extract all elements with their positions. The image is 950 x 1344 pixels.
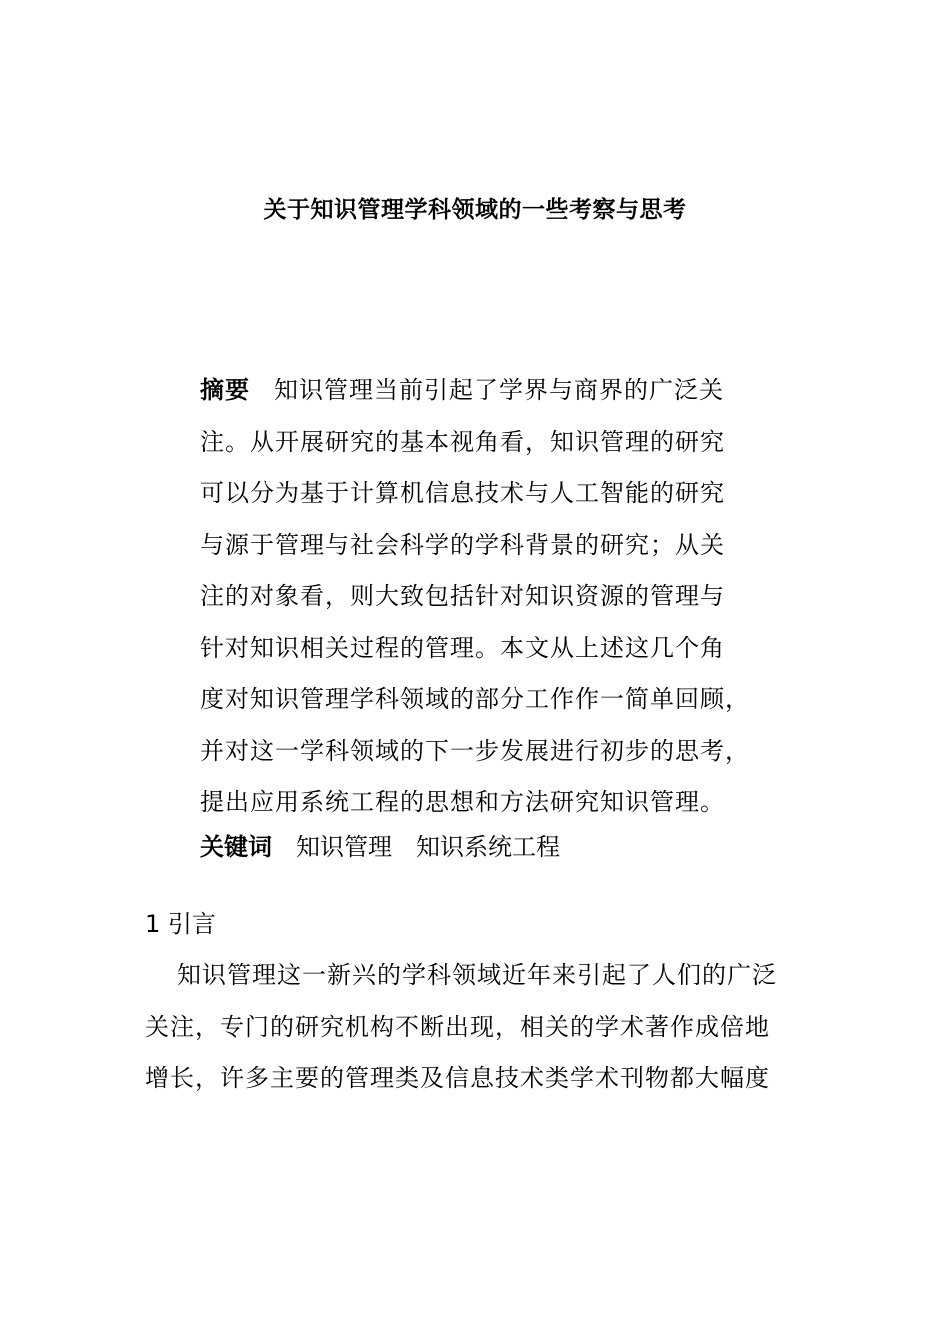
- body-line: 知识管理这一新兴的学科领域近年来引起了人们的广泛: [177, 961, 777, 989]
- abstract-line: 并对这一学科领域的下一步发展进行初步的思考，: [200, 736, 750, 765]
- abstract-line: 注的对象看，则大致包括针对知识资源的管理与: [200, 582, 725, 610]
- abstract-line: 与源于管理与社会科学的学科背景的研究；从关: [200, 530, 725, 559]
- section-body: [145, 950, 805, 1105]
- keywords-label: 关键词: [200, 833, 272, 861]
- abstract-line: 可以分为基于计算机信息技术与人工智能的研究: [200, 479, 725, 507]
- abstract-label: 摘要: [200, 376, 250, 404]
- abstract-text: 知识管理当前引起了学界与商界的广泛关: [274, 376, 724, 404]
- abstract-line: 提出应用系统工程的思想和方法研究知识管理。: [200, 788, 725, 816]
- abstract-line: [200, 365, 760, 417]
- abstract-line: 注。从开展研究的基本视角看，知识管理的研究: [200, 427, 725, 456]
- abstract-line: 针对知识相关过程的管理。本文从上述这几个角: [200, 633, 725, 662]
- abstract-block: [200, 365, 760, 829]
- section-heading: 1 引言: [145, 910, 216, 938]
- body-line: 关注，专门的研究机构不断出现，相关的学术著作成倍地: [145, 1012, 770, 1041]
- keyword-item: 知识系统工程: [416, 833, 560, 861]
- document-title: 关于知识管理学科领域的一些考察与思考: [263, 197, 687, 223]
- keywords-line: [200, 822, 584, 874]
- keyword-item: 知识管理: [296, 833, 392, 861]
- abstract-line: 度对知识管理学科领域的部分工作作一简单回顾，: [200, 685, 750, 713]
- body-line: 增长，许多主要的管理类及信息技术类学术刊物都大幅度: [145, 1064, 770, 1092]
